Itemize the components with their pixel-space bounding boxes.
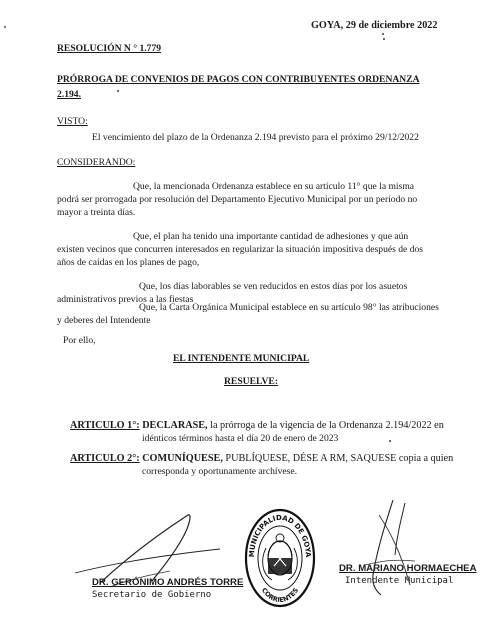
article-text: PUBLÍQUESE, DÉSE A RM, SAQUESE copia a quien <box>222 453 454 464</box>
scan-speck <box>383 38 385 40</box>
signatory-left-name: DR. GERÓNIMO ANDRÉS TORRE <box>92 577 244 588</box>
article-text: la prórroga de la vigencia de la Ordenanza 2.194/2022 en <box>207 420 444 431</box>
por-ello-text: Por ello, <box>63 335 96 346</box>
paragraph-line: Que, la Carta Orgánica Municipal establece en su artículo 98° las atribuciones <box>139 302 439 313</box>
scan-speck <box>4 26 6 28</box>
paragraph-line: podrá ser prorrogada por resolución del Departamento Ejecutivo Municipal por un período no <box>57 194 418 205</box>
subject-line-1: PRÓRROGA DE CONVENIOS DE PAGOS CON CONTRIBUYENTES ORDENANZA <box>57 74 420 85</box>
article-text-line-2: idénticos términos hasta el día 20 de enero de 2023 <box>142 433 339 444</box>
paragraph-line: Que, la mencionada Ordenanza establece en su artículo 11° que la misma <box>133 181 415 192</box>
article-text-line-2: corresponda y oportunamente archívese. <box>142 466 298 477</box>
authority-heading: EL INTENDENTE MUNICIPAL <box>173 353 310 364</box>
scan-speck <box>389 440 391 442</box>
paragraph-line: años de caídas en los planes de pago, <box>57 257 200 268</box>
paragraph-line: existen vecinos que concurren interesados en regularizar la situación impositiva después de dos <box>57 244 424 255</box>
article-keyword: DECLARASE, <box>142 420 208 431</box>
municipal-seal <box>244 508 316 608</box>
signatory-right-title: Intendente Municipal <box>345 576 454 586</box>
resolve-heading: RESUELVE: <box>224 376 279 387</box>
scan-speck <box>382 33 384 35</box>
article-label: ARTICULO 2°: <box>70 453 140 464</box>
place-date: GOYA, 29 de diciembre 2022 <box>311 20 438 31</box>
paragraph-line: y deberes del Intendente <box>57 315 151 326</box>
resolution-number: RESOLUCIÓN N ° 1.779 <box>57 43 162 54</box>
paragraph-line: Que, el plan ha tenido una importante cantidad de adhesiones y que aún <box>133 231 409 242</box>
article-keyword: COMUNÍQUESE, <box>142 453 223 464</box>
paragraph-line: administrativos previos a las fiestas <box>57 294 194 305</box>
svg-text:CORRIENTES: CORRIENTES <box>259 586 301 605</box>
article-label: ARTICULO 1°: <box>70 420 140 431</box>
considerando-heading: CONSIDERANDO: <box>57 157 136 168</box>
scan-speck <box>117 90 119 92</box>
signatory-right-name: DR. MARIANO HORMAECHEA <box>339 563 477 574</box>
paragraph-line: mayor a treinta días. <box>57 207 136 218</box>
subject-line-2: 2.194. <box>57 89 81 100</box>
seal-graphic <box>244 508 316 608</box>
svg-text:MUNICIPALIDAD DE GOYA: MUNICIPALIDAD DE GOYA <box>247 513 313 558</box>
visto-text: El vencimiento del plazo de la Ordenanza 2.194 previsto para el próximo 29/12/2022 <box>92 132 419 143</box>
signatory-left-title: Secretario de Gobierno <box>92 590 212 600</box>
visto-heading: VISTO: <box>57 116 88 127</box>
paragraph-line: Que, los días laborables se ven reducidos en estos días por los asuetos <box>139 281 408 292</box>
